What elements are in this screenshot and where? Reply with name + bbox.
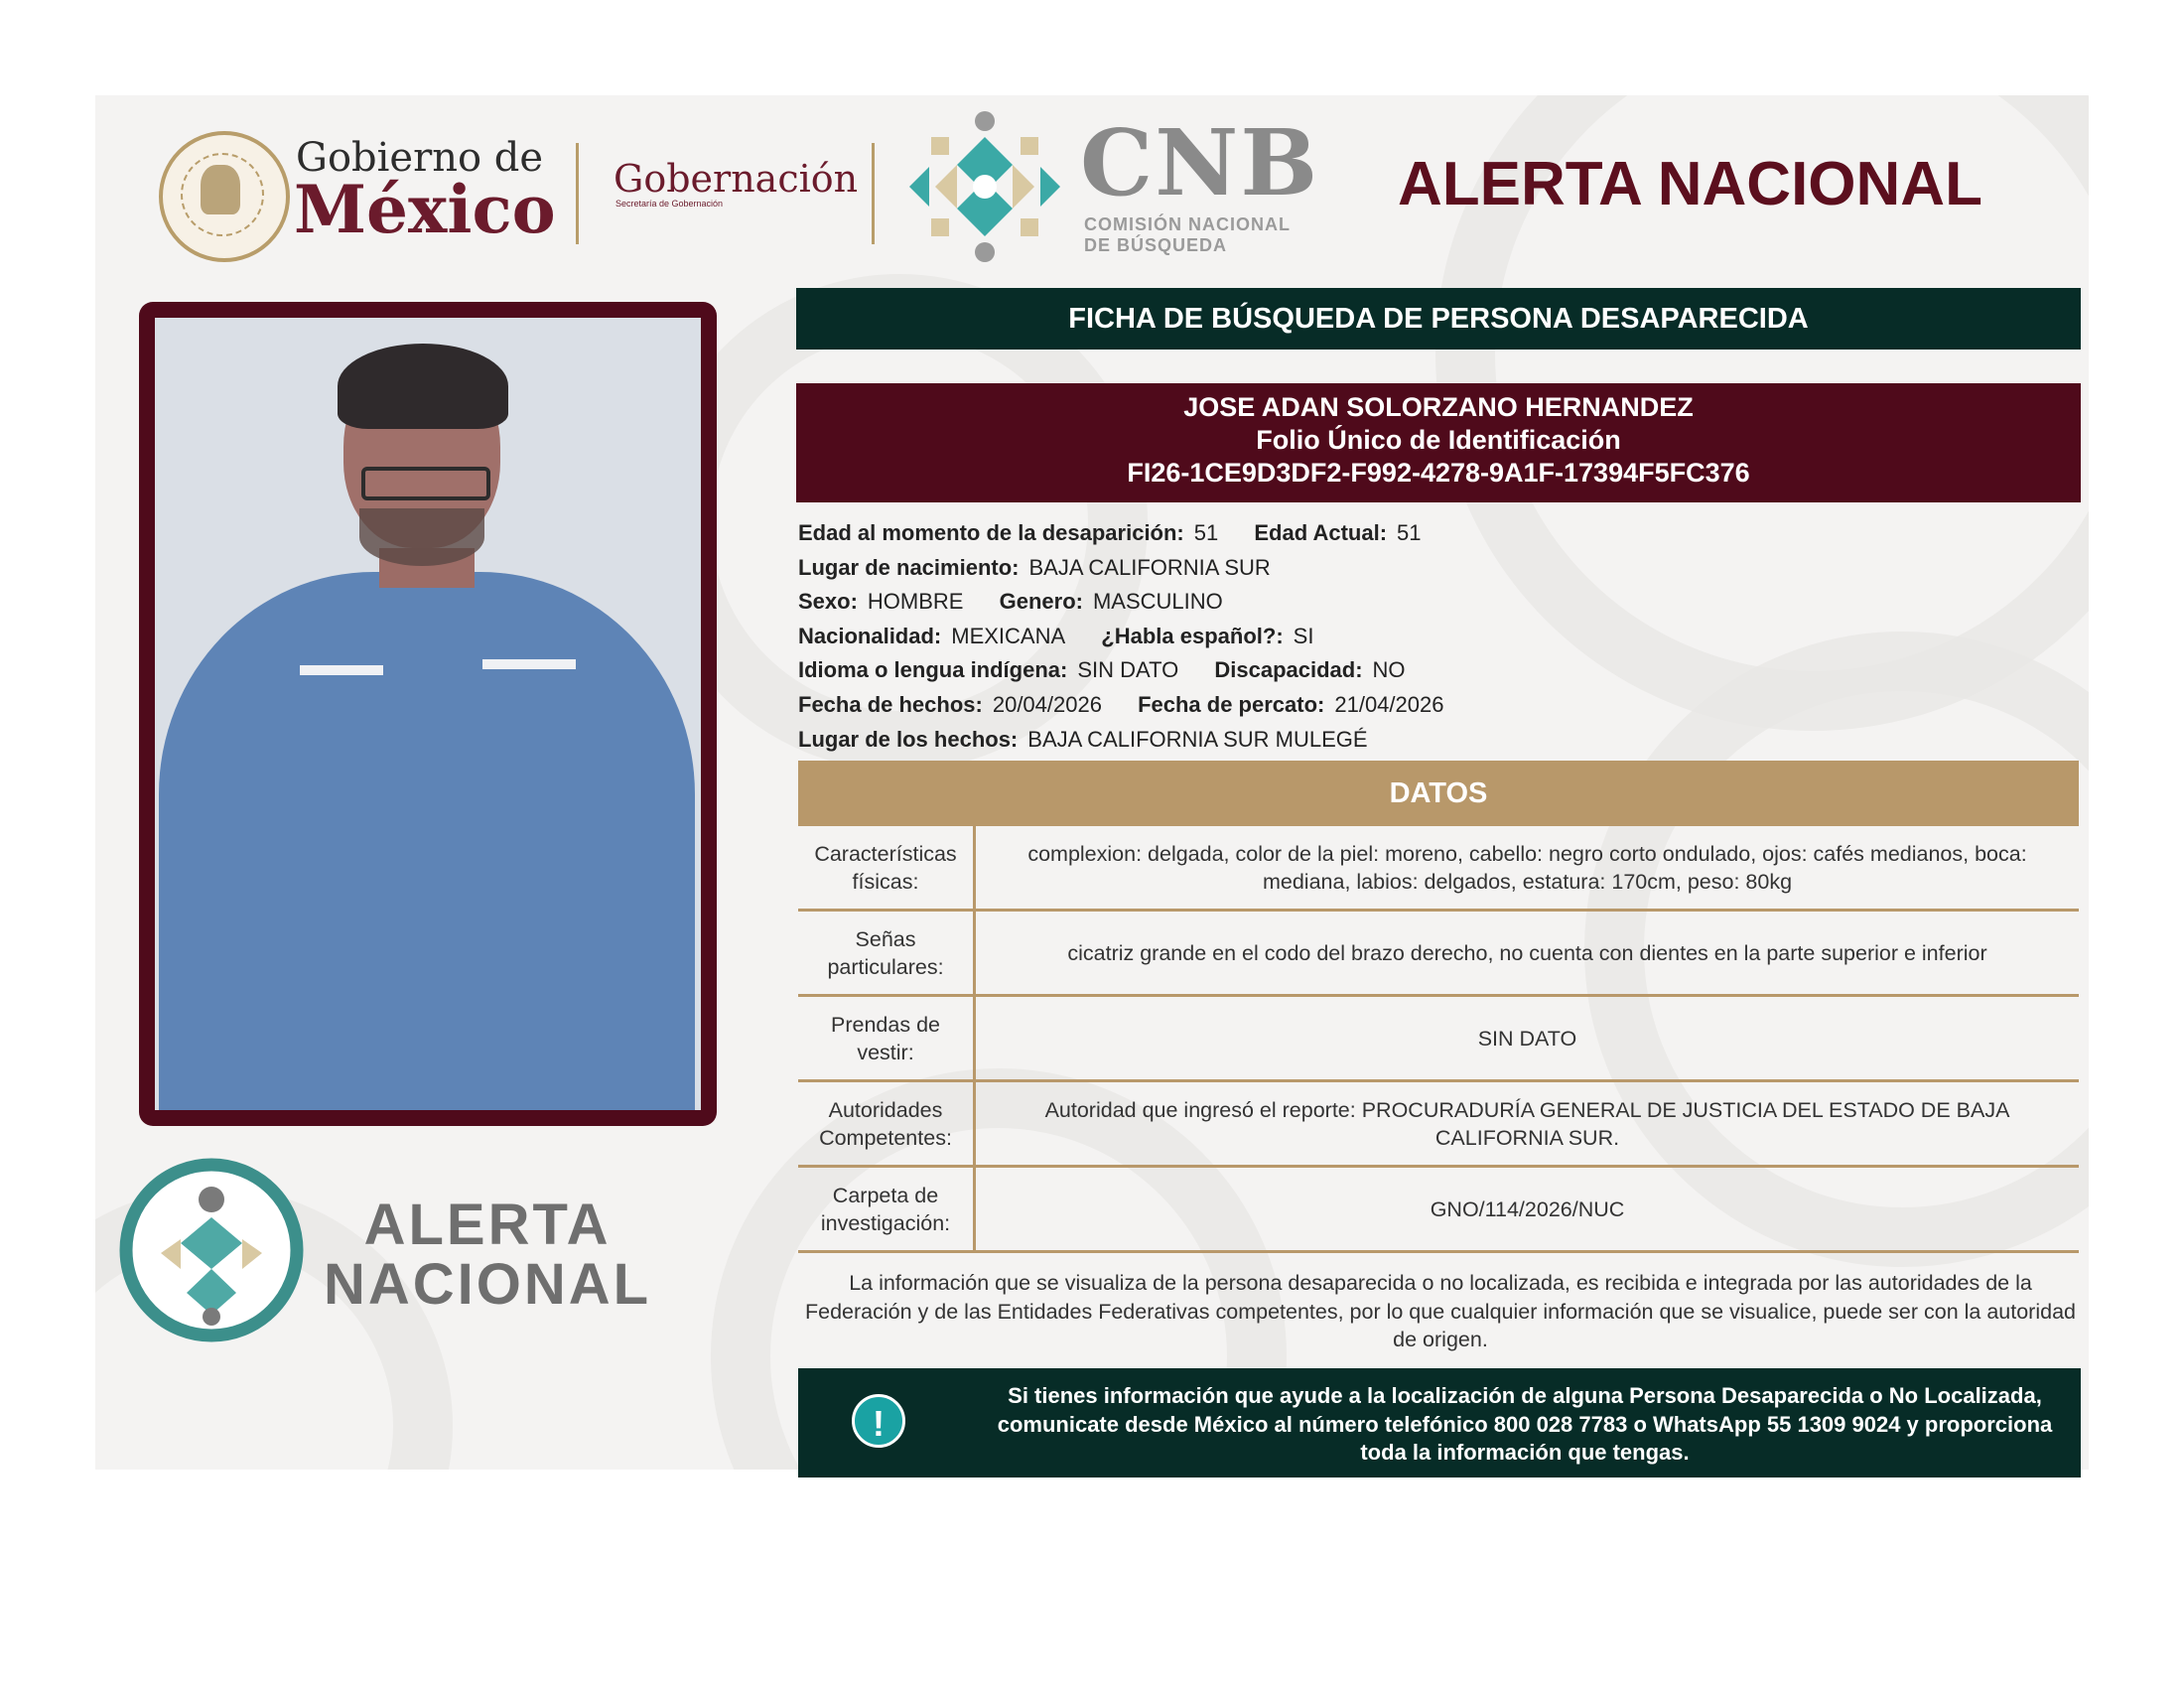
senas-value: cicatriz grande en el codo del brazo derecho, no cuenta con dientes en la parte superior e inferior <box>975 911 2080 996</box>
person-identity-box <box>796 383 2081 502</box>
autoridades-label: Autoridades Competentes: <box>798 1081 975 1167</box>
person-photo <box>155 318 701 1110</box>
folio-label: Folio Único de Identificación <box>1256 425 1621 455</box>
info-row: Edad al momento de la desaparición: 51 Edad Actual: 51 <box>798 520 1422 545</box>
gobernacion-text: Gobernación <box>614 157 859 201</box>
carpeta-label: Carpeta de investigación: <box>798 1167 975 1252</box>
info-row: Fecha de hechos: 20/04/2026 Fecha de percato: 21/04/2026 <box>798 691 1444 717</box>
alerta-nacional-title: ALERTA NACIONAL <box>1398 150 1982 218</box>
header-divider <box>872 143 875 244</box>
info-row: Lugar de los hechos: BAJA CALIFORNIA SUR MULEGÉ <box>798 726 1368 752</box>
datos-header: DATOS <box>798 761 2079 826</box>
table-row <box>798 1167 2079 1252</box>
table-row <box>798 1081 2079 1167</box>
gobernacion-subtitle: Secretaría de Gobernación <box>615 199 724 209</box>
ficha-title-bar: FICHA DE BÚSQUEDA DE PERSONA DESAPARECIDA <box>796 288 2081 350</box>
table-row <box>798 996 2079 1081</box>
header-divider <box>576 143 579 244</box>
cnb-logo-icon <box>905 107 1064 266</box>
autoridades-value: Autoridad que ingresó el reporte: PROCURADURÍA GENERAL DE JUSTICIA DEL ESTADO DE BAJA CALIFORNIA SUR. <box>975 1081 2080 1167</box>
prendas-value: SIN DATO <box>975 996 2080 1081</box>
contact-text: Si tienes información que ayude a la localización de alguna Persona Desaparecida o No Localizada, comunicate desde México al número telefónico 800 028 7783 o WhatsApp 55 1309 9024 y proporciona toda la información que tengas. <box>997 1383 2053 1466</box>
exclamation-icon: ! <box>852 1394 905 1448</box>
table-row <box>798 826 2079 911</box>
folio-value: FI26-1CE9D3DF2-F992-4278-9A1F-17394F5FC376 <box>1127 458 1750 488</box>
disclaimer-text: La información que se visualiza de la persona desaparecida o no localizada, es recibida e integrada por las autoridades de la Federación y de las Entidades Federativas competentes, por lo que cualquier información que se visualice, puede ser con la autoridad de origen. <box>804 1271 2076 1351</box>
info-row: Lugar de nacimiento: BAJA CALIFORNIA SUR <box>798 554 1271 580</box>
info-row: Nacionalidad: MEXICANA ¿Habla español?: SI <box>798 623 1314 648</box>
table-row <box>798 911 2079 996</box>
info-row: Idioma o lengua indígena: SIN DATO Discapacidad: NO <box>798 657 1406 683</box>
mexico-text: México <box>294 171 556 248</box>
senas-label: Señas particulares: <box>798 911 975 996</box>
mexico-seal-icon <box>159 131 290 262</box>
gobierno-de-text: Gobierno de <box>296 135 544 181</box>
info-row: Sexo: HOMBRE Genero: MASCULINO <box>798 589 1223 615</box>
alerta-nacional-logo-icon <box>119 1158 304 1342</box>
person-info-block <box>798 516 2079 757</box>
carpeta-value: GNO/114/2026/NUC <box>975 1167 2080 1252</box>
person-name: JOSE ADAN SOLORZANO HERNANDEZ <box>1183 392 1694 422</box>
caracteristicas-label: Características físicas: <box>798 826 975 911</box>
alerta-nacional-logo-text: ALERTA NACIONAL <box>324 1193 652 1317</box>
cnb-subtitle: COMISIÓN NACIONAL DE BÚSQUEDA <box>1084 214 1291 255</box>
cnb-wordmark: CNB <box>1080 109 1320 216</box>
datos-table <box>798 826 2079 1253</box>
prendas-label: Prendas de vestir: <box>798 996 975 1081</box>
caracteristicas-value: complexion: delgada, color de la piel: moreno, cabello: negro corto ondulado, ojos: cafés medianos, boca: mediana, labios: delgados, estatura: 170cm, peso: 80kg <box>975 826 2080 911</box>
